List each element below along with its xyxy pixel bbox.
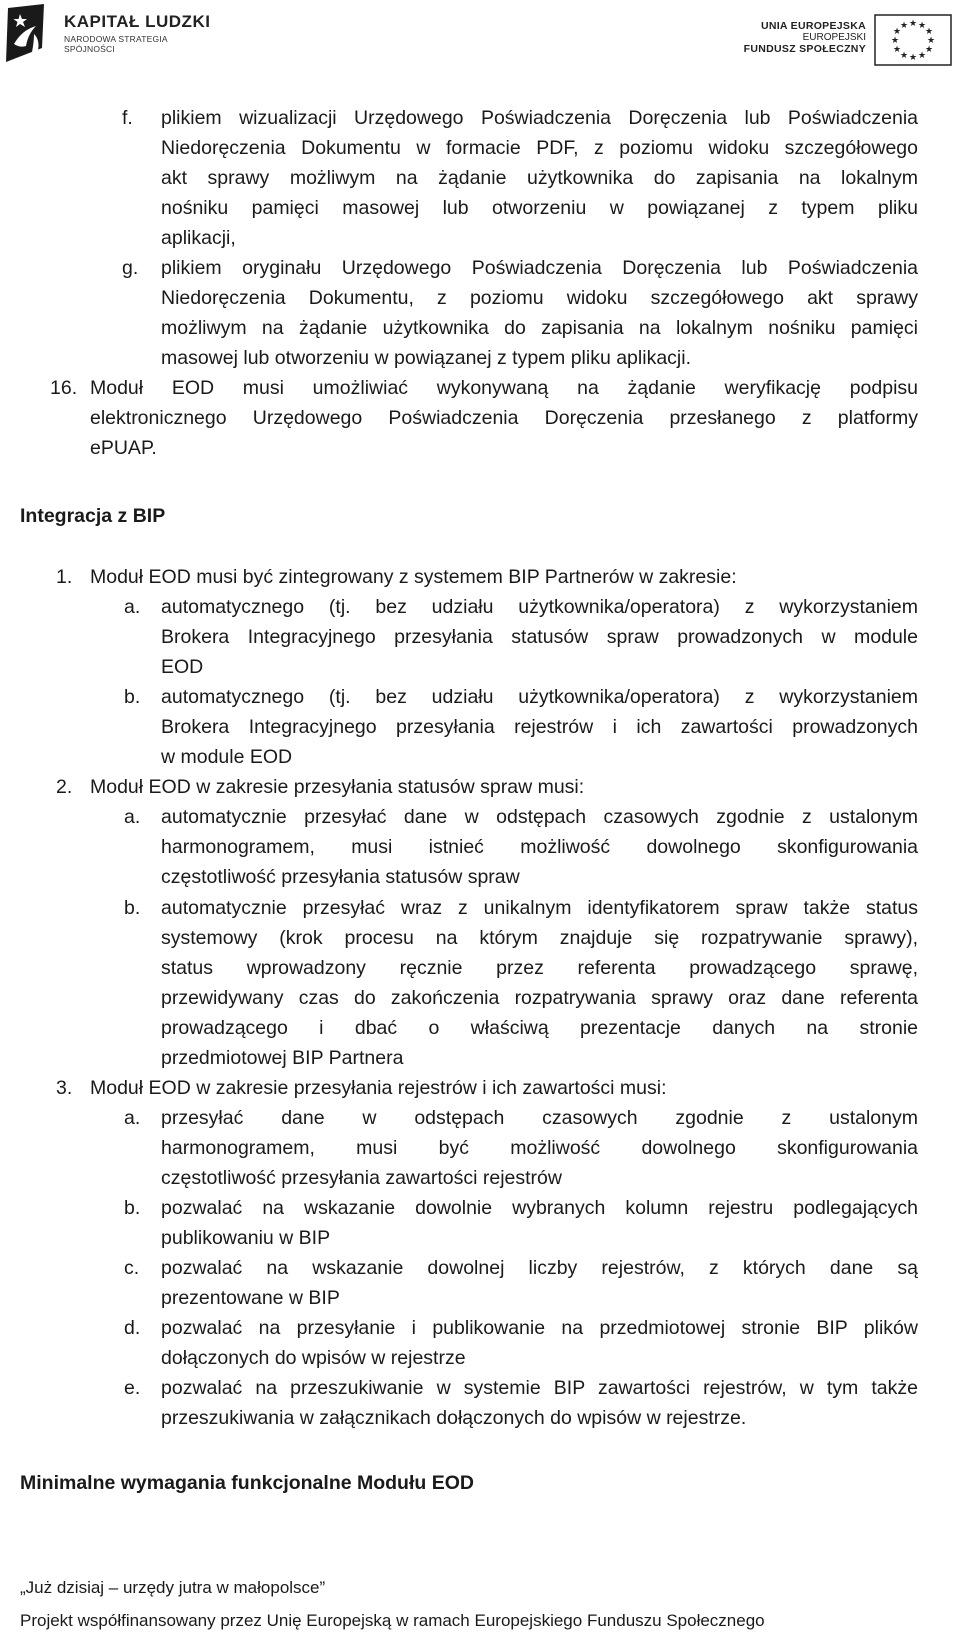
svg-text:★: ★ <box>924 45 934 55</box>
eu-line1: UNIA EUROPEJSKA <box>760 20 866 32</box>
page-header <box>0 0 960 80</box>
paragraph-line: plikiem oryginału Urzędowego Poświadczenia Doręczenia lub Poświadczenia <box>161 257 918 279</box>
paragraph-line: Moduł EOD w zakresie przesyłania rejestrów i ich zawartości musi: <box>90 1077 667 1099</box>
section-heading: Integracja z BIP <box>20 505 166 527</box>
list-marker: a. <box>124 806 141 828</box>
paragraph-line: automatycznego (tj. bez udziału użytkownika/operatora) z wykorzystaniem <box>161 596 918 618</box>
svg-text:★: ★ <box>917 51 927 61</box>
svg-text:★: ★ <box>899 51 909 61</box>
list-marker: b. <box>124 897 141 919</box>
footer-funding: Projekt współfinansowany przez Unię Europejską w ramach Europejskiego Funduszu Społecznego <box>20 1611 765 1630</box>
svg-text:★: ★ <box>908 53 918 63</box>
paragraph-line: plikiem wizualizacji Urzędowego Poświadczenia Doręczenia lub Poświadczenia <box>161 107 918 129</box>
paragraph-line: przedmiotowej BIP Partnera <box>161 1047 404 1069</box>
svg-text:★: ★ <box>892 27 902 37</box>
list-marker: 16. <box>50 377 78 399</box>
svg-text:★: ★ <box>917 21 927 31</box>
kapital-ludzki-title: KAPITAŁ LUDZKI <box>64 12 211 31</box>
paragraph-line: Brokera Integracyjnego przesyłania statusów spraw prowadzonych w module <box>161 626 918 648</box>
paragraph-line: Niedoręczenia Dokumentu w formacie PDF, z poziomu widoku szczegółowego <box>161 137 918 159</box>
paragraph-line: częstotliwość przesyłania statusów spraw <box>161 866 520 888</box>
paragraph-line: publikowaniu w BIP <box>161 1227 331 1249</box>
paragraph-line: przeszukiwania w załącznikach dołączonych do wpisów w rejestrze. <box>161 1407 747 1429</box>
paragraph-line: Brokera Integracyjnego przesyłania rejestrów i ich zawartości prowadzonych <box>161 716 918 738</box>
list-marker: b. <box>124 1197 141 1219</box>
paragraph-line: prezentowane w BIP <box>161 1287 340 1309</box>
paragraph-line: przewidywany czas do zakończenia rozpatrywania sprawy oraz dane referenta <box>161 987 918 1009</box>
paragraph-line: dołączonych do wpisów w rejestrze <box>161 1347 466 1369</box>
paragraph-line: prowadzącego i dbać o właściwą prezentacje danych na stronie <box>161 1017 918 1039</box>
paragraph-line: pozwalać na wskazanie dowolnej liczby rejestrów, z których dane są <box>161 1257 918 1279</box>
svg-text:★: ★ <box>899 21 909 31</box>
paragraph-line: pozwalać na przeszukiwanie w systemie BIP zawartości rejestrów, w tym także <box>161 1377 918 1399</box>
paragraph-line: systemowy (krok procesu na którym znajduje się rozpatrywanie sprawy), <box>161 927 918 949</box>
svg-text:★: ★ <box>926 36 936 46</box>
list-marker: a. <box>124 596 141 618</box>
list-marker: g. <box>122 257 139 279</box>
eu-line3: FUNDUSZ SPOŁECZNY <box>743 43 866 55</box>
svg-text:★: ★ <box>924 27 934 37</box>
paragraph-line: aplikacji, <box>161 227 236 249</box>
paragraph-line: automatycznego (tj. bez udziału użytkownika/operatora) z wykorzystaniem <box>161 686 918 708</box>
list-marker: b. <box>124 686 141 708</box>
paragraph-line: Moduł EOD w zakresie przesyłania statusów spraw musi: <box>90 776 585 798</box>
eu-logo <box>722 14 952 70</box>
paragraph-line: częstotliwość przesyłania zawartości rejestrów <box>161 1167 562 1189</box>
paragraph-line: harmonogramem, musi istnieć możliwość dowolnego skonfigurowania <box>161 836 918 858</box>
paragraph-line: Niedoręczenia Dokumentu, z poziomu widoku szczegółowego akt sprawy <box>161 287 918 309</box>
eu-line2: EUROPEJSKI <box>802 32 866 43</box>
paragraph-line: status wprowadzony ręcznie przez referenta prowadzącego sprawę, <box>161 957 918 979</box>
paragraph-line: Moduł EOD musi umożliwiać wykonywaną na żądanie weryfikację podpisu <box>90 377 918 399</box>
paragraph-line: automatycznie przesyłać dane w odstępach czasowych zgodnie z ustalonym <box>161 806 918 828</box>
paragraph-line: masowej lub otworzeniu w powiązanej z typem pliku aplikacji. <box>161 347 691 369</box>
footer-slogan: „Już dzisiaj – urzędy jutra w małopolsce” <box>20 1578 326 1597</box>
list-marker: 2. <box>56 776 73 798</box>
paragraph-line: akt sprawy możliwym na żądanie użytkownika do zapisania na lokalnym <box>161 167 918 189</box>
paragraph-line: pozwalać na wskazanie dowolnie wybranych kolumn rejestru podlegających <box>161 1197 918 1219</box>
paragraph-line: automatycznie przesyłać wraz z unikalnym identyfikatorem spraw także status <box>161 897 918 919</box>
svg-text:★: ★ <box>908 19 918 29</box>
paragraph-line: nośniku pamięci masowej lub otworzeniu w powiązanej z typem pliku <box>161 197 918 219</box>
paragraph-line: przesyłać dane w odstępach czasowych zgodnie z ustalonym <box>161 1107 918 1129</box>
eu-flag-icon <box>874 14 952 66</box>
list-marker: a. <box>124 1107 141 1129</box>
paragraph-line: Moduł EOD musi być zintegrowany z systemem BIP Partnerów w zakresie: <box>90 566 737 588</box>
paragraph-line: elektronicznego Urzędowego Poświadczenia Doręczenia przesłanego z platformy <box>90 407 918 429</box>
kapital-ludzki-subtitle: NARODOWA STRATEGIA SPÓJNOŚCI <box>64 34 168 54</box>
svg-text:★: ★ <box>890 36 900 46</box>
list-marker: c. <box>124 1257 140 1279</box>
paragraph-line: harmonogramem, musi być możliwość dowolnego skonfigurowania <box>161 1137 918 1159</box>
paragraph-line: EOD <box>161 656 204 678</box>
paragraph-line: w module EOD <box>161 746 293 768</box>
paragraph-line: możliwym na żądanie użytkownika do zapisania na lokalnym nośniku pamięci <box>161 317 918 339</box>
kapital-ludzki-logo <box>6 4 216 68</box>
kapital-ludzki-emblem-icon <box>6 4 56 64</box>
list-marker: f. <box>122 107 133 129</box>
paragraph-line: pozwalać na przesyłanie i publikowanie na przedmiotowej stronie BIP plików <box>161 1317 918 1339</box>
paragraph-line: ePUAP. <box>90 437 157 459</box>
list-marker: d. <box>124 1317 141 1339</box>
list-marker: e. <box>124 1377 141 1399</box>
section-heading: Minimalne wymagania funkcjonalne Modułu EOD <box>20 1472 474 1494</box>
list-marker: 3. <box>56 1077 73 1099</box>
svg-text:★: ★ <box>892 45 902 55</box>
list-marker: 1. <box>56 566 73 588</box>
